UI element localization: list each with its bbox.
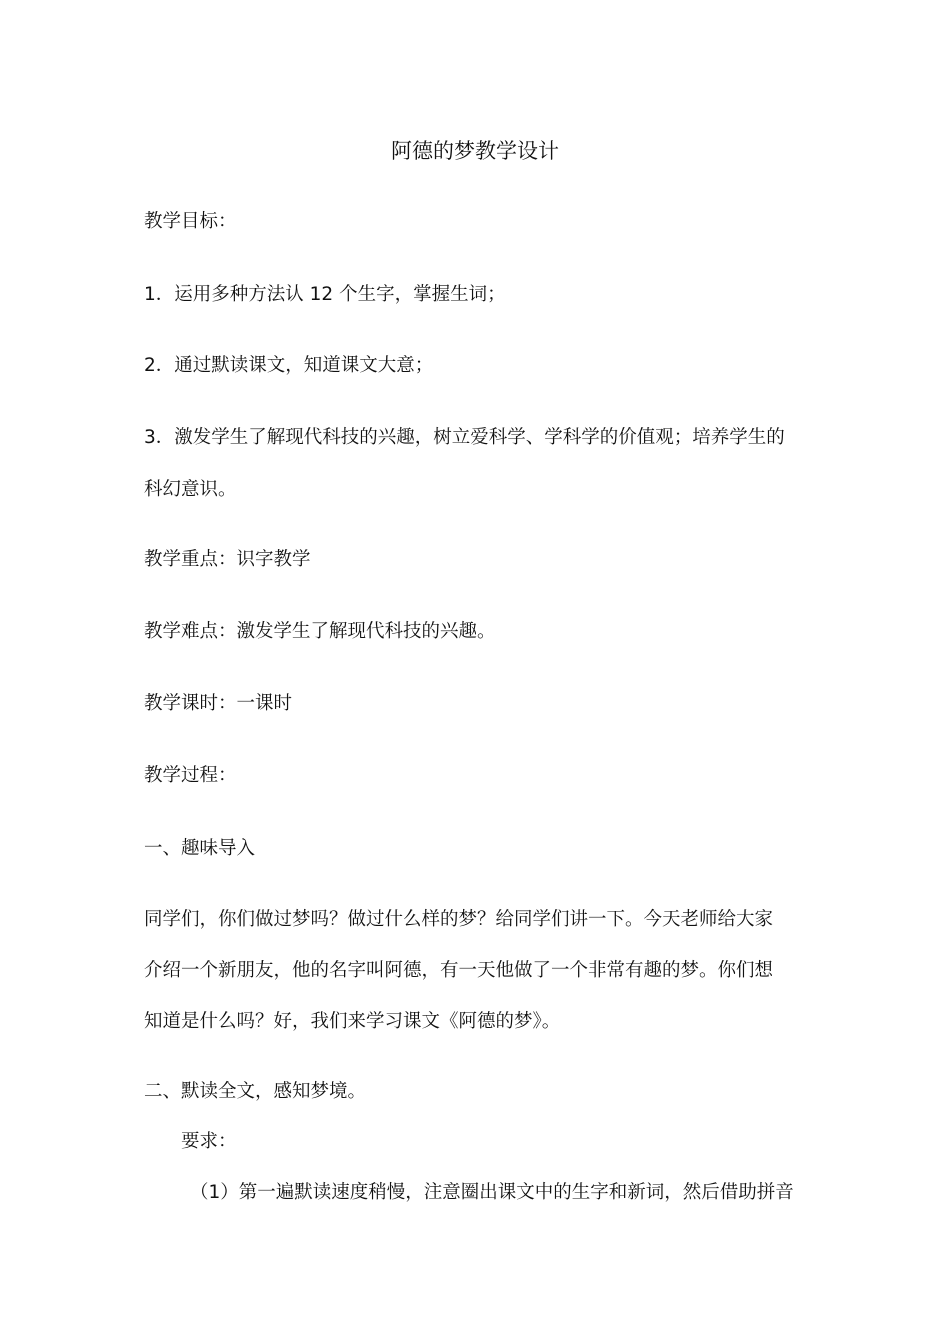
paragraph-line-1: 同学们，你们做过梦吗？做过什么样的梦？给同学们讲一下。今天老师给大家 — [144, 909, 774, 930]
objective-item-1: 1．运用多种方法认 12 个生字，掌握生词； — [144, 284, 506, 305]
paragraph-line-3: 知道是什么吗？好，我们来学习课文《阿德的梦》。 — [144, 1011, 561, 1032]
section-heading-process: 教学过程： — [144, 765, 237, 786]
section-heading-objectives: 教学目标： — [144, 211, 237, 232]
objective-item-3: 3．激发学生了解现代科技的兴趣，树立爱科学、学科学的价值观；培养学生的 — [144, 427, 785, 448]
requirements-label: 要求： — [181, 1131, 237, 1152]
objective-item-3-continued: 科幻意识。 — [144, 479, 237, 500]
step-heading-1: 一、趣味导入 — [144, 838, 256, 859]
document-title: 阿德的梦教学设计 — [391, 139, 559, 163]
requirement-item-1: （1）第一遍默读速度稍慢，注意圈出课文中的生字和新词，然后借助拼音 — [190, 1182, 794, 1203]
class-hours: 教学课时：一课时 — [144, 693, 293, 714]
step-heading-2: 二、默读全文，感知梦境。 — [144, 1081, 367, 1102]
objective-item-2: 2．通过默读课文，知道课文大意； — [144, 355, 434, 376]
teaching-focus: 教学重点：识字教学 — [144, 549, 311, 570]
teaching-difficulty: 教学难点：激发学生了解现代科技的兴趣。 — [144, 621, 496, 642]
paragraph-line-2: 介绍一个新朋友，他的名字叫阿德，有一天他做了一个非常有趣的梦。你们想 — [144, 960, 774, 981]
